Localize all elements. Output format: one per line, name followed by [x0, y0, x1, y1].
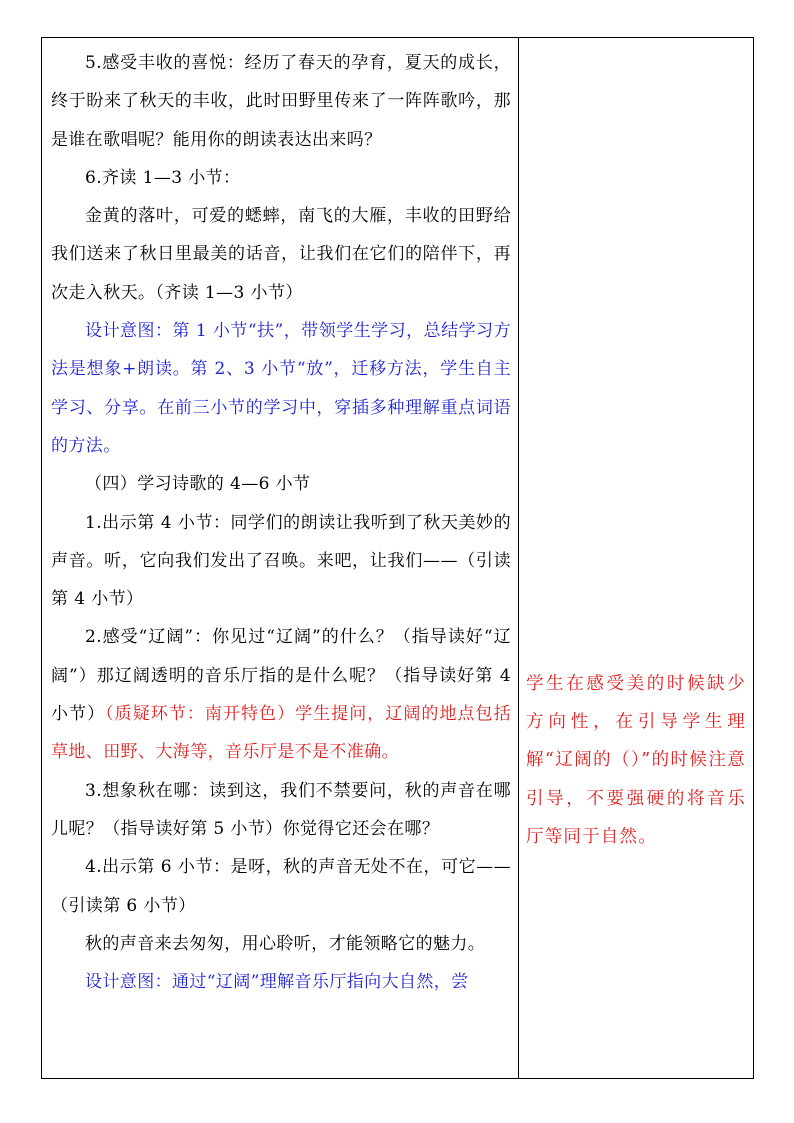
paragraph-show-section-6: 4.出示第 6 小节：是呀，秋的声音无处不在，可它——（引读第 6 小节） [51, 857, 511, 916]
paragraph-imagine-autumn: 3.想象秋在哪：读到这，我们不禁要问，秋的声音在哪儿呢？（指导读好第 5 小节）你觉得它还会在哪？ [51, 780, 511, 839]
main-column [51, 44, 511, 1001]
paragraph-read-together: 6.齐读 1—3 小节： [85, 167, 241, 188]
feel-vast-text: 2.感受“辽阔”：你见过“辽阔”的什么？（指导读好“辽阔”）那辽阔透明的音乐厅指的是什么呢？（指导读好第 4 小节） [51, 627, 511, 725]
paragraph-autumn-sound: 秋的声音来去匆匆，用心聆听，才能领略它的魅力。 [85, 933, 486, 954]
paragraph-show-section-4: 1.出示第 4 小节：同学们的朗读让我听到了秋天美妙的声音。听，它向我们发出了召唤。来吧，让我们——（引读第 4 小节） [51, 512, 511, 610]
paragraph-autumn-summary: 金黄的落叶，可爱的蟋蟀，南飞的大雁，丰收的田野给我们送来了秋日里最美的话音，让我们在它们的陪伴下，再次走入秋天。（齐读 1—3 小节） [51, 206, 511, 303]
side-note: 学生在感受美的时候缺少方向性，在引导学生理解“辽阔的（）”的时候注意引导，不要强硬的将音乐厅等同于自然。 [526, 674, 746, 847]
section-heading-4-6: （四）学习诗歌的 4—6 小节 [85, 474, 311, 495]
paragraph-feel-vast [51, 618, 511, 771]
column-divider [518, 37, 519, 1079]
side-column [526, 665, 746, 856]
design-intent-2: 设计意图：通过“辽阔”理解音乐厅指向大自然，尝 [85, 972, 469, 993]
paragraph-harvest: 5.感受丰收的喜悦：经历了春天的孕育，夏天的成长，终于盼来了秋天的丰收，此时田野里传来了一阵阵歌吟，那是谁在歌唱呢？能用你的朗读表达出来吗？ [51, 53, 511, 150]
design-intent-1: 设计意图：第 1 小节“扶”，带领学生学习，总结学习方法是想象+朗读。第 2、3 小节“放”，迁移方法，学生自主学习、分享。在前三小节的学习中，穿插多种理解重点词语的方法。 [51, 321, 511, 456]
question-segment: （质疑环节：南开特色）学生提问，辽阔的地点包括草地、田野、大海等，音乐厅是不是不准确。 [51, 704, 512, 763]
